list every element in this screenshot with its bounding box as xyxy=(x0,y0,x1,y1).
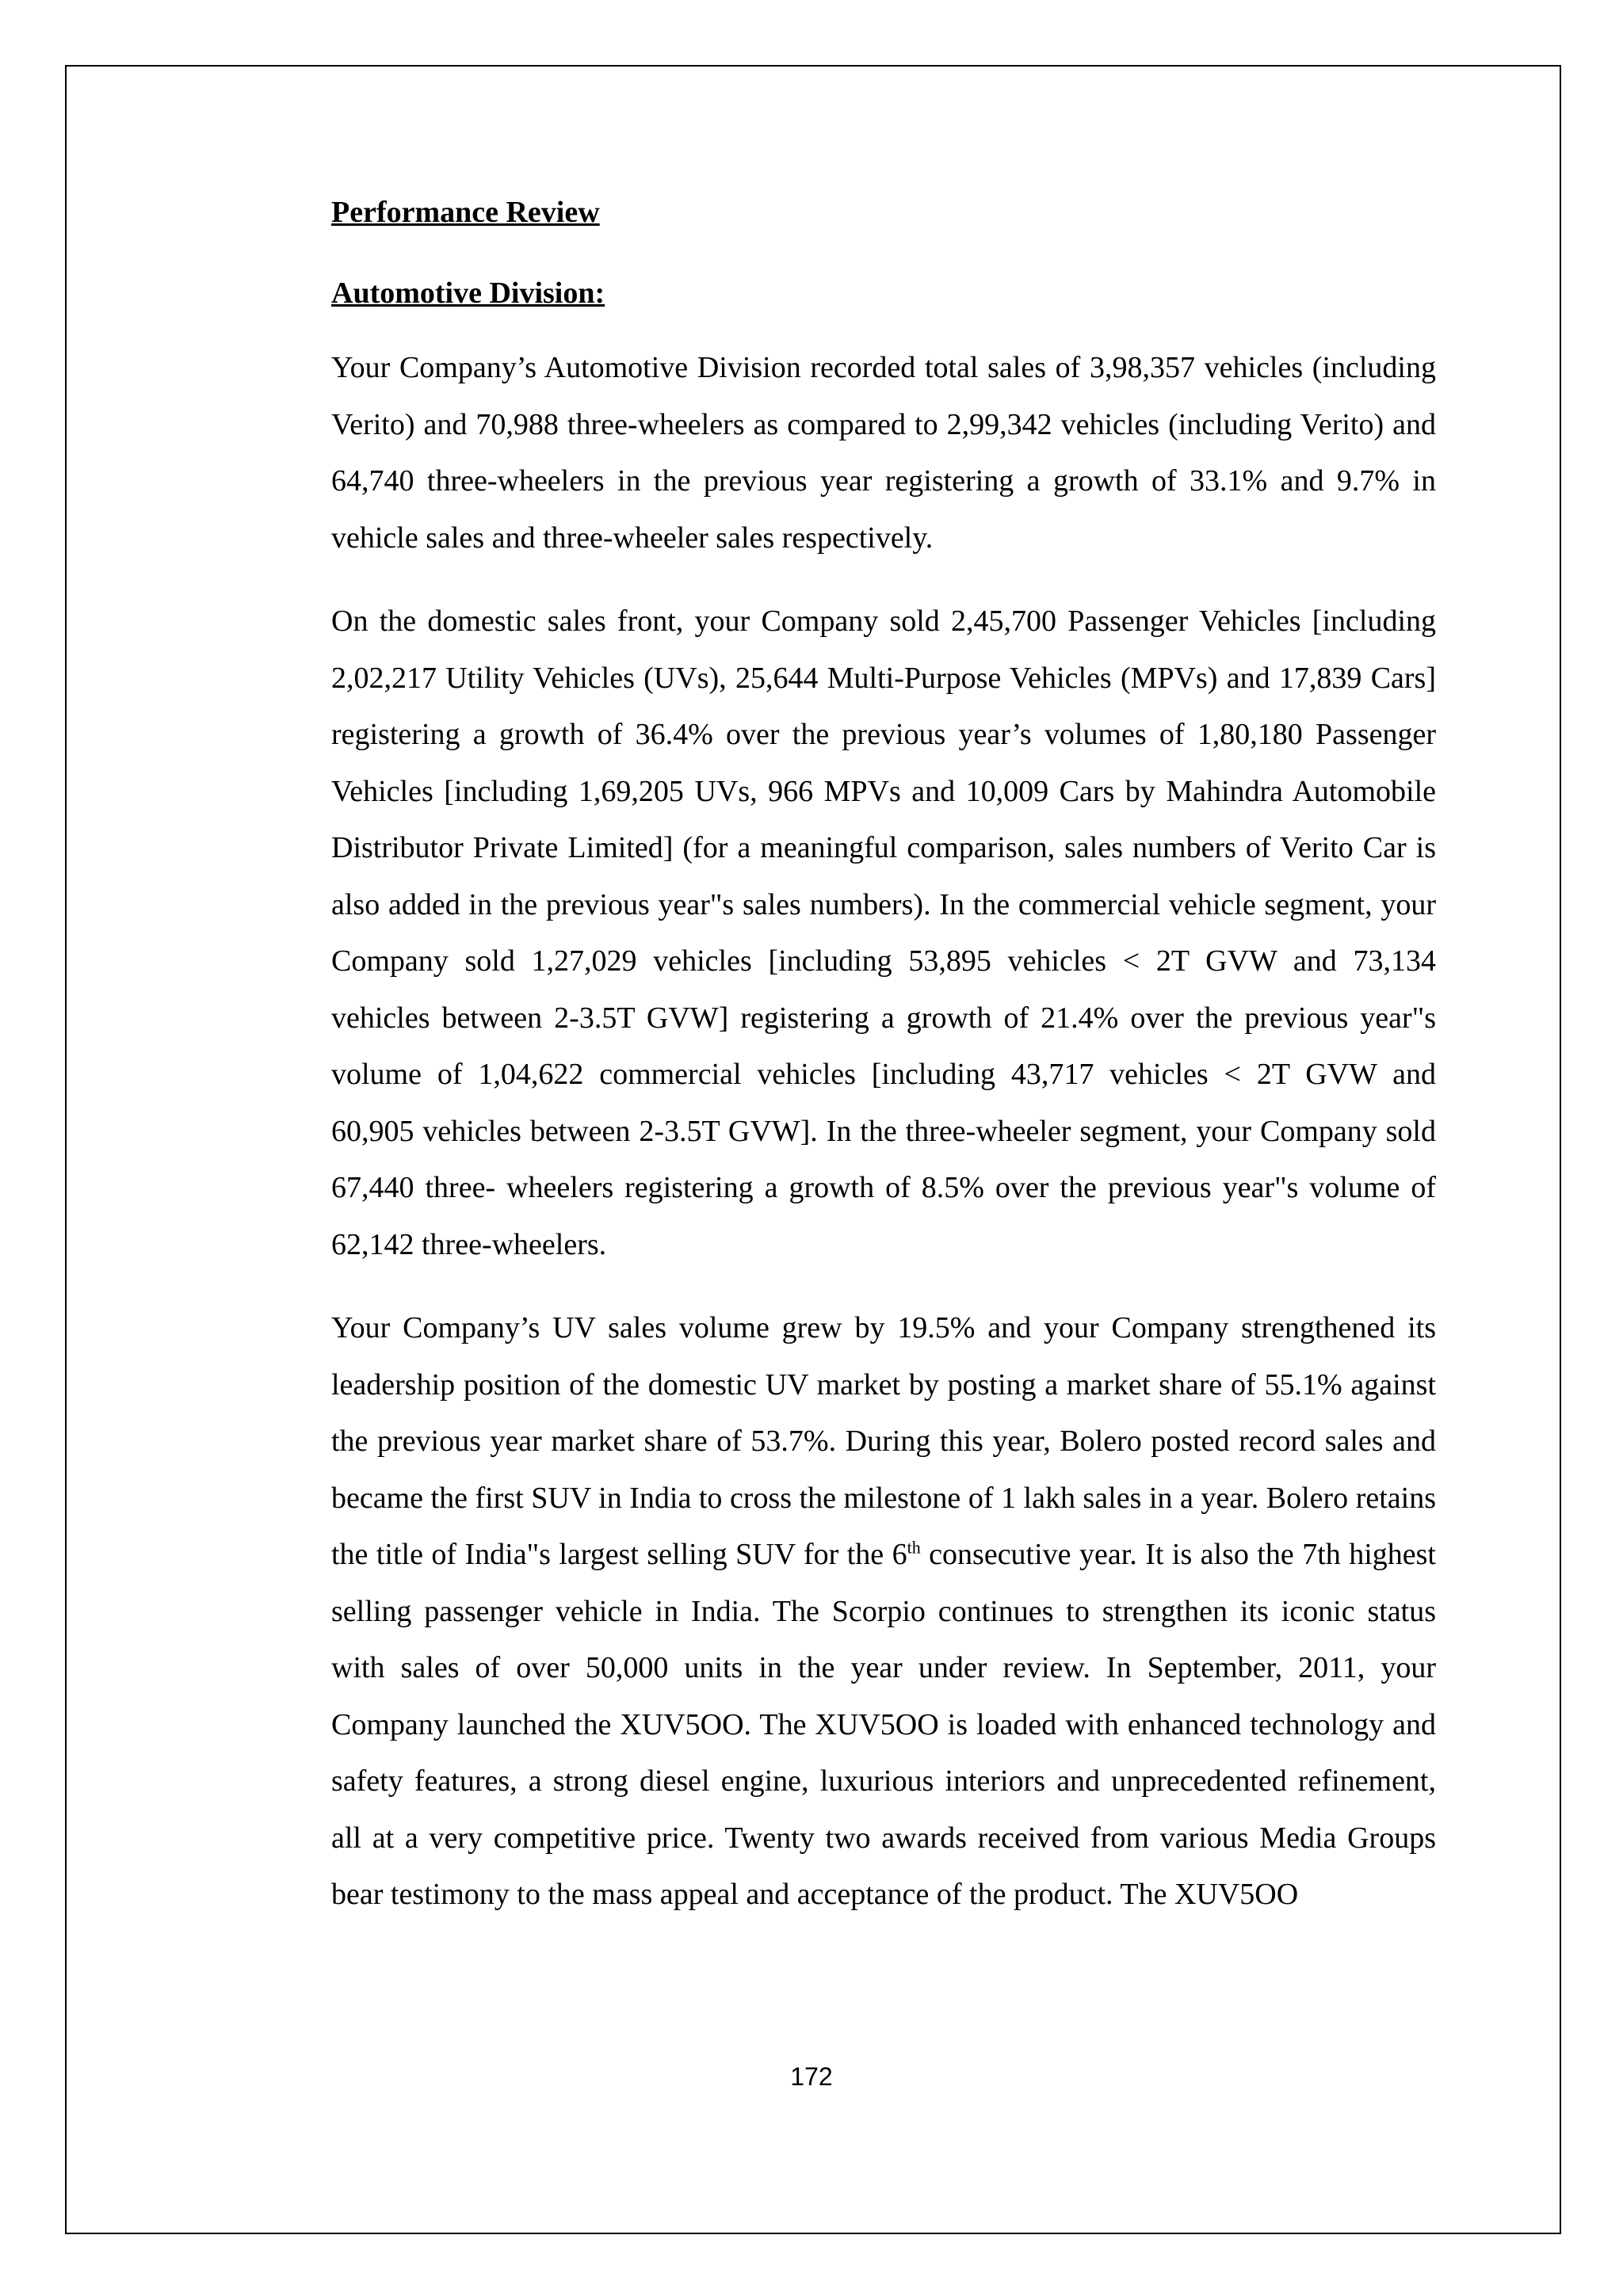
paragraph-uv-sales-part1: Your Company’s UV sales volume grew by 19.5% and your Company strengthened its leadership position of the domestic UV market by posting a market share of 55.1% against the previous year market share of 53.7%. During this year, Bolero posted record sales and became the first SUV in India to cross the milestone of 1 lakh sales in a year. Bolero retains the title of India"s largest selling SUV for the 6 xyxy=(331,1311,1436,1572)
paragraph-uv-sales-part2: consecutive year. It is also the 7th highest selling passenger vehicle in India. The Scorpio continues to strengthen its iconic status with sales of over 50,000 units in the year under review. In September, 2011, your Company launched the XUV5OO. The XUV5OO is loaded with enhanced technology and safety features, a strong diesel engine, luxurious interiors and unprecedented refinement, all at a very competitive price. Twenty two awards received from various Media Groups bear testimony to the mass appeal and acceptance of the product. The XUV5OO xyxy=(331,1538,1436,1912)
paragraph-domestic-sales: On the domestic sales front, your Company sold 2,45,700 Passenger Vehicles [including 2,02,217 Utility Vehicles (UVs), 25,644 Multi-Purpose Vehicles (MPVs) and 17,839 Cars] registering a growth of 36.4% over the previous year’s volumes of 1,80,180 Passenger Vehicles [including 1,69,205 UVs, 966 MPVs and 10,009 Cars by Mahindra Automobile Distributor Private Limited] (for a meaningful comparison, sales numbers of Verito Car is also added in the previous year"s sales numbers). In the commercial vehicle segment, your Company sold 1,27,029 vehicles [including 53,895 vehicles < 2T GVW and 73,134 vehicles between 2-3.5T GVW] registering a growth of 21.4% over the previous year"s volume of 1,04,622 commercial vehicles [including 43,717 vehicles < 2T GVW and 60,905 vehicles between 2-3.5T GVW]. In the three-wheeler segment, your Company sold 67,440 three- wheelers registering a growth of 8.5% over the previous year"s volume of 62,142 three-wheelers. xyxy=(331,605,1436,1261)
ordinal-superscript: th xyxy=(907,1537,921,1558)
page-number: 172 xyxy=(790,2062,833,2091)
paragraph-sales-summary: Your Company’s Automotive Division recorded total sales of 3,98,357 vehicles (including Verito) and 70,988 three-wheelers as compared to 2,99,342 vehicles (including Verito) and 64,740 three-wheelers in the previous year registering a growth of 33.1% and 9.7% in vehicle sales and three-wheeler sales respectively. xyxy=(331,351,1436,555)
section-heading: Automotive Division: xyxy=(331,276,605,310)
paragraph-uv-sales xyxy=(331,1300,1436,1924)
document-body xyxy=(331,190,1436,1924)
page-title: Performance Review xyxy=(331,196,600,229)
